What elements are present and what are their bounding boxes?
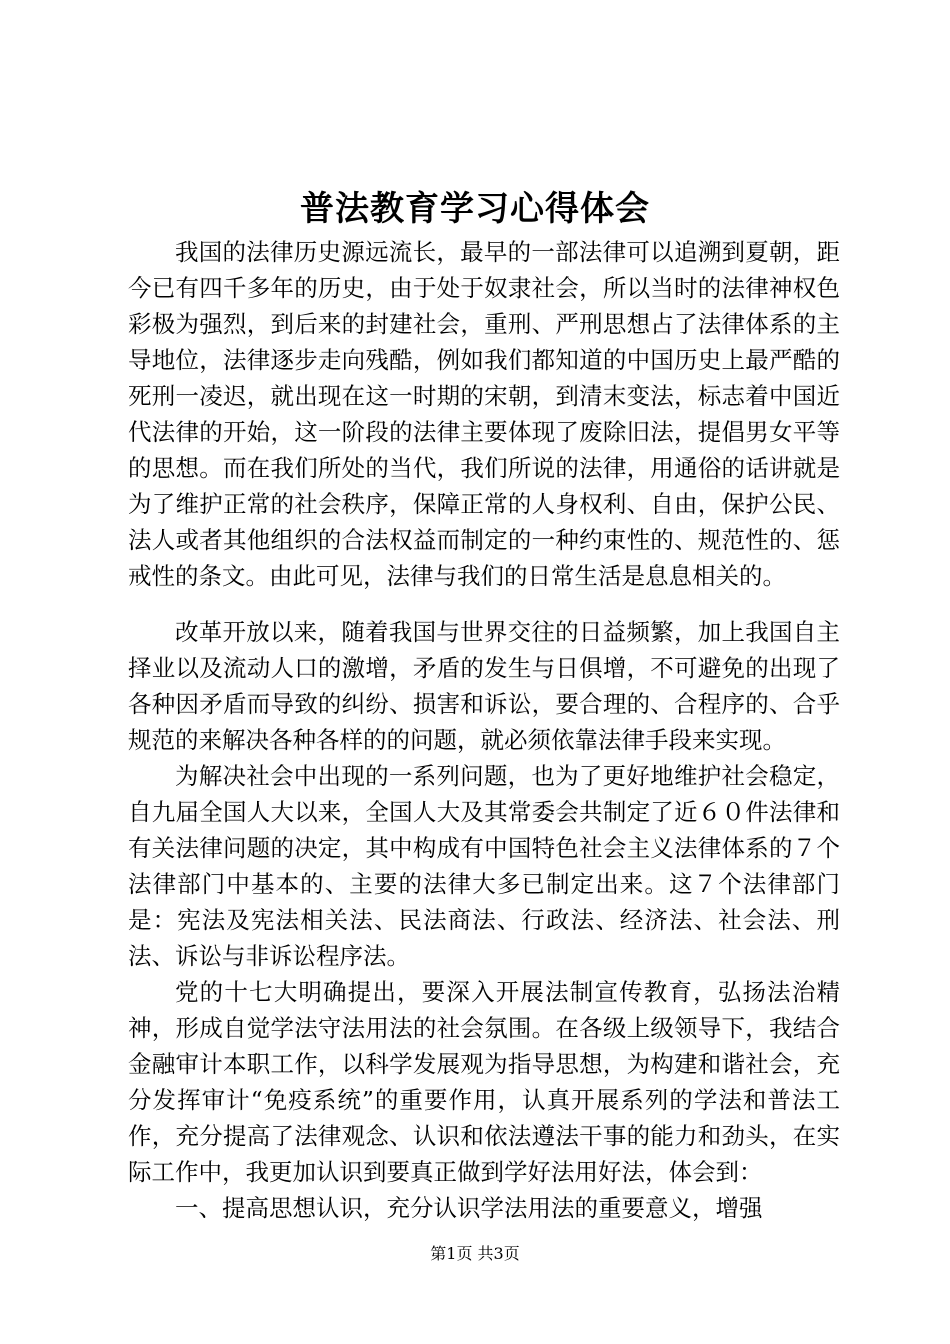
paragraph-spacer xyxy=(128,594,840,614)
paragraph-point-one: 一、提高思想认识，充分认识学法用法的重要意义，增强 xyxy=(175,1194,763,1222)
page-number-footer: 第1页 共3页 xyxy=(430,1244,520,1263)
paragraph-reform-opening: 改革开放以来，随着我国与世界交往的日益频繁，加上我国自主择业以及流动人口的激增，矛盾的发生与日俱增，不可避免的出现了各种因矛盾而导致的纠纷、损害和诉讼，要合理的、合程序的、合乎规范的来解决各种各样的的问题，就必须依靠法律手段来实现。 xyxy=(128,618,840,754)
document-body xyxy=(128,234,840,1226)
paragraph-party-congress: 党的十七大明确提出，要深入开展法制宣传教育，弘扬法治精神，形成自觉学法守法用法的社会氛围。在各级上级领导下，我结合金融审计本职工作，以科学发展观为指导思想，为构建和谐社会，充分发挥审计“免疫系统”的重要作用，认真开展系列的学法和普法工作，充分提高了法律观念、认识和依法遵法干事的能力和劲头，在实际工作中，我更加认识到要真正做到学好法用好法，体会到： xyxy=(128,978,840,1186)
document-title: 普法教育学习心得体会 xyxy=(300,189,650,229)
paragraph-legal-history: 我国的法律历史源远流长，最早的一部法律可以追溯到夏朝，距今已有四千多年的历史，由于处于奴隶社会，所以当时的法律神权色彩极为强烈，到后来的封建社会，重刑、严刑思想占了法律体系的主导地位，法律逐步走向残酷，例如我们都知道的中国历史上最严酷的死刑一凌迟，就出现在这一时期的宋朝，到清末变法，标志着中国近代法律的开始，这一阶段的法律主要体现了废除旧法，提倡男女平等的思想。而在我们所处的当代，我们所说的法律，用通俗的话讲就是为了维护正常的社会秩序，保障正常的人身权利、自由，保护公民、法人或者其他组织的合法权益而制定的一种约束性的、规范性的、惩戒性的条文。由此可见，法律与我们的日常生活是息息相关的。 xyxy=(128,238,840,590)
paragraph-legal-system: 为解决社会中出现的一系列问题，也为了更好地维护社会稳定，自九届全国人大以来，全国人大及其常委会共制定了近６０件法律和有关法律问题的决定，其中构成有中国特色社会主义法律体系的７个法律部门中基本的、主要的法律大多已制定出来。这７个法律部门是：宪法及宪法相关法、民法商法、行政法、经济法、社会法、刑法、诉讼与非诉讼程序法。 xyxy=(128,762,840,970)
